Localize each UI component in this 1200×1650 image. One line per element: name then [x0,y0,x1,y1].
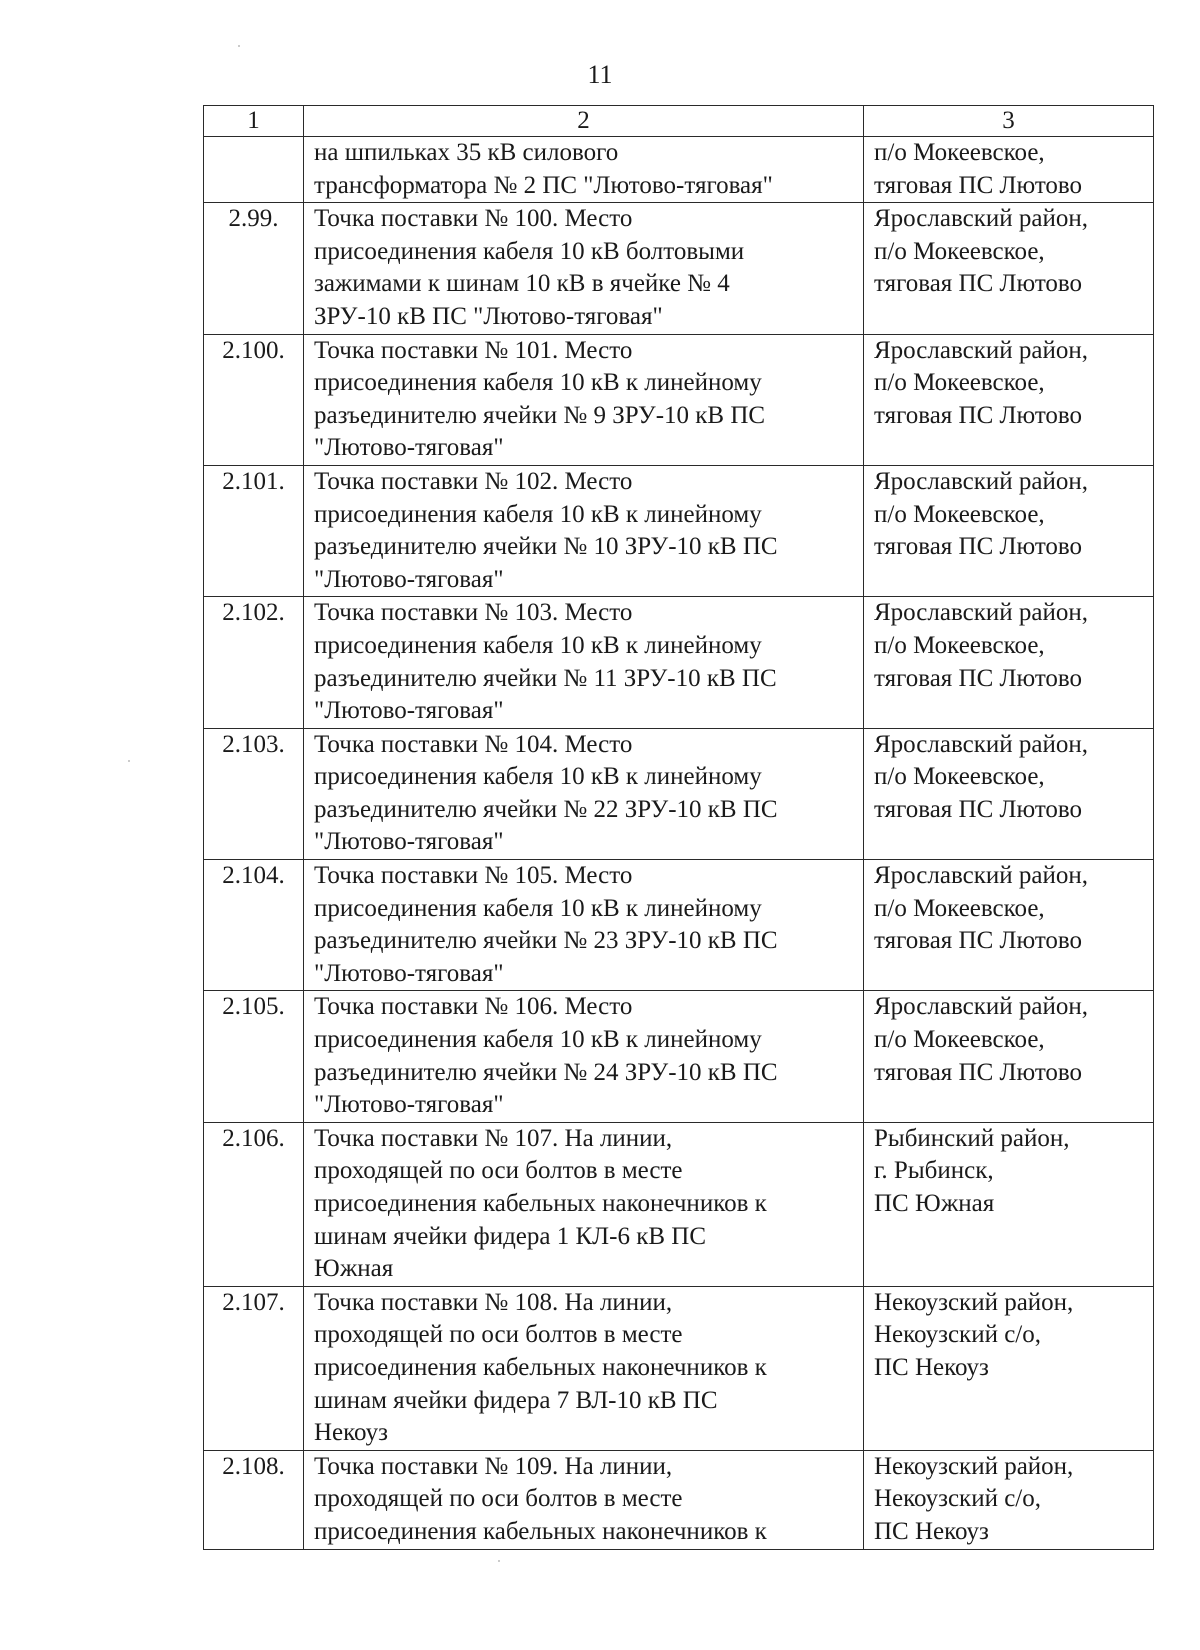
row-number: 2.103. [204,728,304,859]
row-number: 2.105. [204,991,304,1122]
table-row [204,1286,1154,1450]
table-row [204,860,1154,991]
table-row [204,728,1154,859]
supply-point-description: Точка поставки № 106. Место присоединения кабеля 10 кВ к линейному разъединителю ячейки № 24 ЗРУ-10 кВ ПС "Лютово-тяговая" [304,991,864,1122]
supply-point-location: Рыбинский район, г. Рыбинск, ПС Южная [864,1122,1154,1286]
table-row [204,597,1154,728]
supply-point-description: Точка поставки № 102. Место присоединения кабеля 10 кВ к линейному разъединителю ячейки № 10 ЗРУ-10 кВ ПС "Лютово-тяговая" [304,465,864,596]
supply-point-location: Ярославский район, п/о Мокеевское, тяговая ПС Лютово [864,991,1154,1122]
supply-point-description: Точка поставки № 103. Место присоединения кабеля 10 кВ к линейному разъединителю ячейки № 11 ЗРУ-10 кВ ПС "Лютово-тяговая" [304,597,864,728]
row-number: 2.106. [204,1122,304,1286]
column-header-1: 1 [204,106,304,137]
column-header-2: 2 [304,106,864,137]
supply-point-description: Точка поставки № 101. Место присоединения кабеля 10 кВ к линейному разъединителю ячейки № 9 ЗРУ-10 кВ ПС "Лютово-тяговая" [304,334,864,465]
scan-speck [498,1560,500,1562]
page-number: 11 [587,60,613,89]
supply-point-location: Ярославский район, п/о Мокеевское, тяговая ПС Лютово [864,860,1154,991]
supply-point-location: Ярославский район, п/о Мокеевское, тяговая ПС Лютово [864,203,1154,334]
table-row [204,334,1154,465]
table-row [204,137,1154,203]
supply-point-description: Точка поставки № 108. На линии, проходящей по оси болтов в месте присоединения кабельных наконечников к шинам ячейки фидера 7 ВЛ-10 кВ ПС Некоуз [304,1286,864,1450]
table-body [204,137,1154,1550]
supply-point-description: Точка поставки № 107. На линии, проходящей по оси болтов в месте присоединения кабельных наконечников к шинам ячейки фидера 1 КЛ-6 кВ ПС Южная [304,1122,864,1286]
row-number: 2.107. [204,1286,304,1450]
supply-point-location: Ярославский район, п/о Мокеевское, тяговая ПС Лютово [864,728,1154,859]
supply-point-location: Некоузский район, Некоузский с/о, ПС Некоуз [864,1286,1154,1450]
column-header-3: 3 [864,106,1154,137]
supply-point-location: Некоузский район, Некоузский с/о, ПС Некоуз [864,1450,1154,1549]
scan-speck [128,760,130,762]
row-number: 2.100. [204,334,304,465]
supply-point-description: Точка поставки № 109. На линии, проходящей по оси болтов в месте присоединения кабельных наконечников к [304,1450,864,1549]
row-number: 2.108. [204,1450,304,1549]
supply-point-description: Точка поставки № 104. Место присоединения кабеля 10 кВ к линейному разъединителю ячейки № 22 ЗРУ-10 кВ ПС "Лютово-тяговая" [304,728,864,859]
table-row [204,991,1154,1122]
row-number: 2.101. [204,465,304,596]
row-number: 2.102. [204,597,304,728]
supply-point-location: Ярославский район, п/о Мокеевское, тяговая ПС Лютово [864,465,1154,596]
supply-point-description: Точка поставки № 100. Место присоединения кабеля 10 кВ болтовыми зажимами к шинам 10 кВ в ячейке № 4 ЗРУ-10 кВ ПС "Лютово-тяговая" [304,203,864,334]
supply-point-description: Точка поставки № 105. Место присоединения кабеля 10 кВ к линейному разъединителю ячейки № 23 ЗРУ-10 кВ ПС "Лютово-тяговая" [304,860,864,991]
row-number: 2.104. [204,860,304,991]
row-number [204,137,304,203]
row-number: 2.99. [204,203,304,334]
table-row [204,203,1154,334]
supply-point-location: Ярославский район, п/о Мокеевское, тяговая ПС Лютово [864,597,1154,728]
supply-point-description: на шпильках 35 кВ силового трансформатора № 2 ПС "Лютово-тяговая" [304,137,864,203]
supply-points-table [203,105,1154,1550]
table-row [204,1122,1154,1286]
supply-point-location: Ярославский район, п/о Мокеевское, тяговая ПС Лютово [864,334,1154,465]
table-row [204,1450,1154,1549]
scan-speck [238,45,240,47]
supply-point-location: п/о Мокеевское, тяговая ПС Лютово [864,137,1154,203]
table-row [204,465,1154,596]
table-header-row [204,106,1154,137]
